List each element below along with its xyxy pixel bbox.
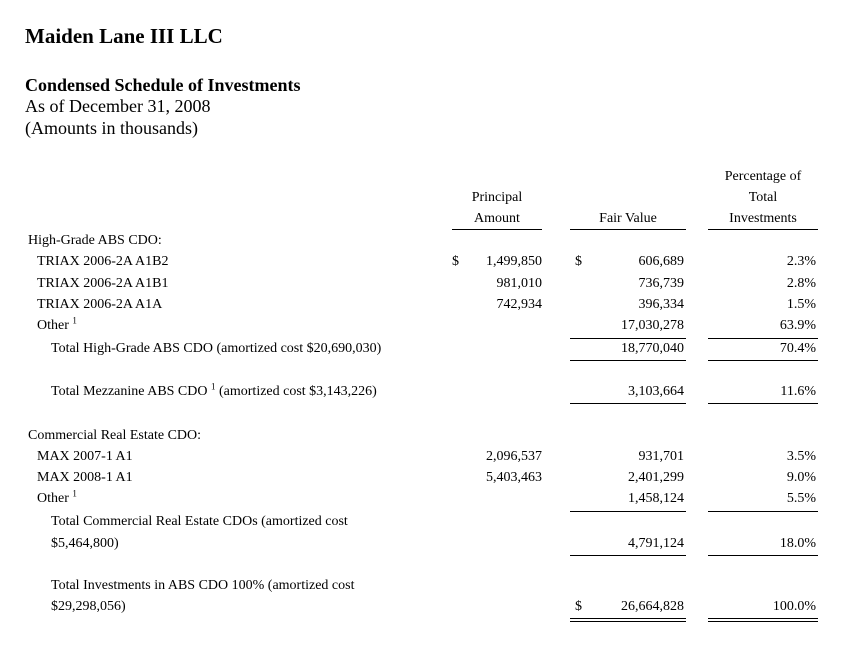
- fair-value: 736,739: [638, 276, 684, 291]
- fair-value: 2,401,299: [628, 470, 684, 485]
- mezz-label-rest: (amortized cost $3,143,226): [215, 384, 377, 399]
- as-of-date: As of December 31, 2008: [25, 96, 211, 116]
- percentage-header-line2: Total: [748, 190, 778, 205]
- row-label: TRIAX 2006-2A A1B2: [37, 254, 169, 269]
- percentage-value: 2.3%: [786, 254, 816, 269]
- fair-value: 931,701: [638, 449, 684, 464]
- row-label: TRIAX 2006-2A A1A: [37, 297, 163, 312]
- principal-header-line2: Amount: [474, 211, 520, 226]
- principal-header-line1: Principal: [471, 190, 523, 205]
- footnote-marker: 1: [211, 381, 216, 392]
- subtotal-rule: [570, 338, 686, 339]
- percentage-value: 3.5%: [786, 449, 816, 464]
- percentage-total: 70.4%: [779, 341, 816, 356]
- row-label: TRIAX 2006-2A A1B1: [37, 276, 169, 291]
- principal-value: 2,096,537: [486, 449, 542, 464]
- fair-value-total: 18,770,040: [621, 341, 684, 356]
- footnote-marker: 1: [72, 315, 77, 326]
- grand-total-double-rule: [708, 618, 818, 622]
- footnote-marker: 1: [72, 488, 77, 499]
- grand-total-double-rule: [570, 618, 686, 622]
- row-label-other: [37, 315, 77, 334]
- fair-value: 606,689: [638, 254, 684, 269]
- page-title: Maiden Lane III LLC: [25, 24, 223, 48]
- grand-total-label-line2: $29,298,056): [51, 599, 126, 614]
- percentage-value: 63.9%: [779, 318, 816, 333]
- total-rule: [708, 360, 818, 361]
- subtotal-rule: [570, 511, 686, 512]
- principal-header-underline: [452, 229, 542, 230]
- fair-value-header-underline: [570, 229, 686, 230]
- dollar-sign: $: [575, 254, 582, 269]
- total-label: Total High-Grade ABS CDO (amortized cost $20,690,030): [51, 341, 382, 356]
- percentage-value: 9.0%: [786, 470, 816, 485]
- total-label-line1: Total Commercial Real Estate CDOs (amortized cost: [51, 514, 348, 529]
- units-note: (Amounts in thousands): [25, 118, 198, 138]
- other-label: Other: [37, 318, 69, 333]
- fair-value: 396,334: [638, 297, 684, 312]
- row-label: MAX 2007-1 A1: [37, 449, 133, 464]
- total-label-line2: $5,464,800): [51, 536, 119, 551]
- percentage-total: 11.6%: [780, 384, 816, 399]
- total-label: [51, 381, 377, 400]
- fair-value: 17,030,278: [621, 318, 684, 333]
- total-rule: [570, 403, 686, 404]
- total-rule: [570, 555, 686, 556]
- principal-value: 742,934: [496, 297, 542, 312]
- percentage-header-line1: Percentage of: [724, 169, 802, 184]
- fair-value: 1,458,124: [628, 491, 684, 506]
- principal-header: [452, 187, 542, 229]
- percentage-value: 5.5%: [786, 491, 816, 506]
- principal-value: 1,499,850: [486, 254, 542, 269]
- schedule-subtitle: Condensed Schedule of Investments: [25, 75, 301, 95]
- fair-value-total: 4,791,124: [628, 536, 684, 551]
- mezz-label: Total Mezzanine ABS CDO: [51, 384, 208, 399]
- percentage-total: 18.0%: [779, 536, 816, 551]
- percentage-grand-total: 100.0%: [772, 599, 816, 614]
- principal-value: 981,010: [496, 276, 542, 291]
- total-rule: [708, 555, 818, 556]
- percentage-value: 1.5%: [786, 297, 816, 312]
- subtotal-rule: [708, 511, 818, 512]
- grand-total-label-line1: Total Investments in ABS CDO 100% (amortized cost: [51, 578, 355, 593]
- total-rule: [570, 360, 686, 361]
- section-heading-high-grade: High-Grade ABS CDO:: [28, 233, 162, 248]
- row-label-other: [37, 488, 77, 507]
- subtotal-rule: [708, 338, 818, 339]
- dollar-sign: $: [575, 599, 582, 614]
- dollar-sign: $: [452, 254, 459, 269]
- fair-value-total: 3,103,664: [628, 384, 684, 399]
- principal-value: 5,403,463: [486, 470, 542, 485]
- percentage-header-underline: [708, 229, 818, 230]
- percentage-value: 2.8%: [786, 276, 816, 291]
- fair-value-header: Fair Value: [599, 211, 657, 226]
- row-label: MAX 2008-1 A1: [37, 470, 133, 485]
- section-heading-cre: Commercial Real Estate CDO:: [28, 428, 202, 443]
- percentage-header-line3: Investments: [729, 211, 797, 226]
- other-label: Other: [37, 491, 69, 506]
- percentage-header: [708, 166, 818, 229]
- total-rule: [708, 403, 818, 404]
- fair-value-grand-total: 26,664,828: [621, 599, 684, 614]
